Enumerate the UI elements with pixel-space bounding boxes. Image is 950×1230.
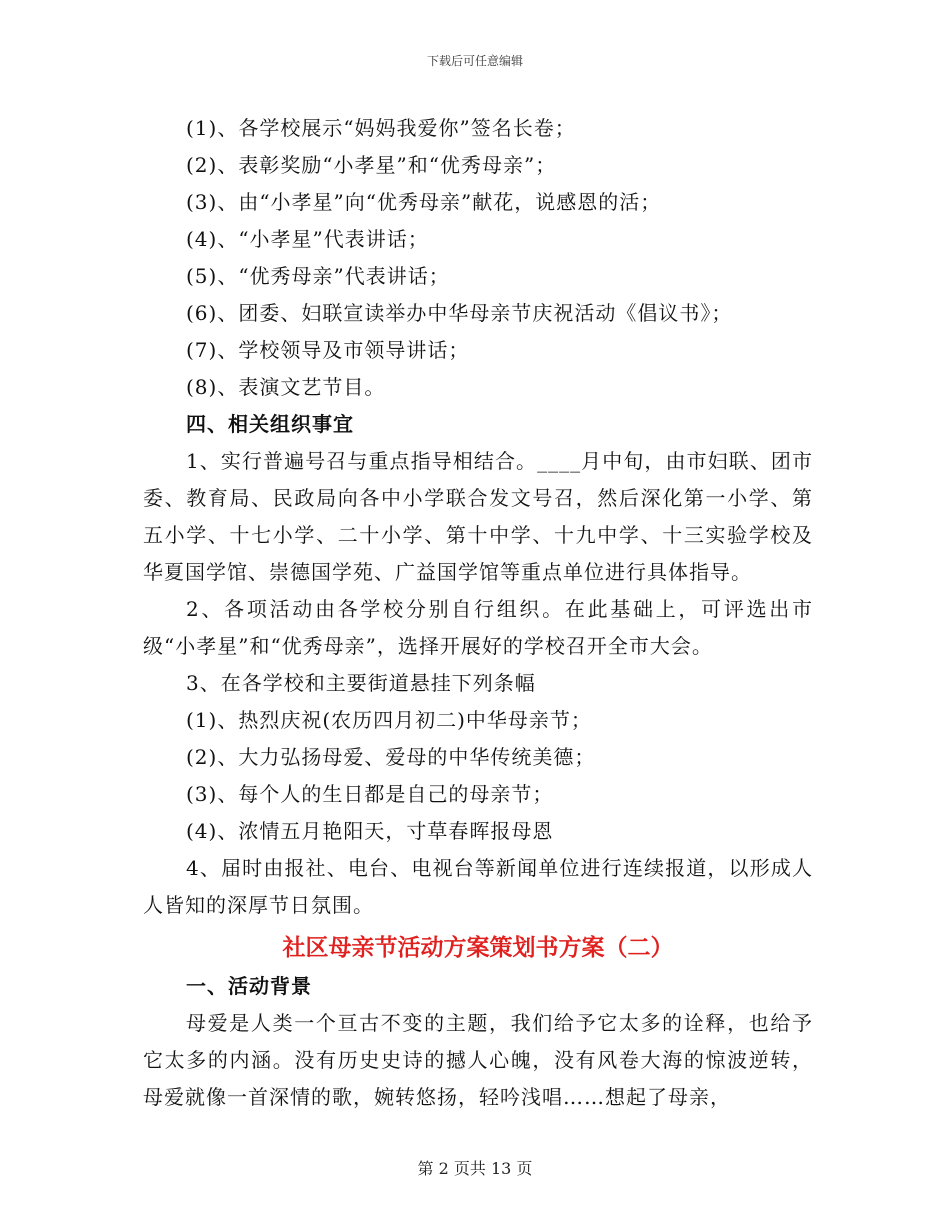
page-header: 下载后可任意编辑 — [426, 54, 523, 68]
paragraph: 2、各项活动由各学校分别自行组织。在此基础上，可评选出市级“小孝星”和“优秀母亲”，选择开展好的学校召开全市大会。 — [143, 597, 813, 658]
paragraph: 1、实行普遍号召与重点指导相结合。____月中旬，由市妇联、团市委、教育局、民政局向各中小学联合发文号召，然后深化第一小学、第五小学、十七小学、二十小学、第十中学、十九中学、十三实验学校及华夏国学馆、崇德国学苑、广益国学馆等重点单位进行具体指导。 — [143, 449, 813, 584]
list-item: (8)、表演文艺节目。 — [186, 375, 386, 399]
banner-item: (3)、每个人的生日都是自己的母亲节； — [186, 782, 554, 806]
banner-item: (4)、浓情五月艳阳天，寸草春晖报母恩 — [186, 819, 554, 843]
document-body — [143, 110, 813, 1116]
section-title: 社区母亲节活动方案策划书方案（二） — [282, 935, 674, 961]
paragraph: 母爱是人类一个亘古不变的主题，我们给予它太多的诠释，也给予它太多的内涵。没有历史史诗的撼人心魄，没有风卷大海的惊波逆转，母爱就像一首深情的歌，婉转悠扬，轻吟浅唱……想起了母亲， — [143, 1011, 813, 1109]
paragraph: 4、届时由报社、电台、电视台等新闻单位进行连续报道，以形成人人皆知的深厚节日氛围。 — [143, 856, 813, 917]
list-item: (3)、由“小孝星”向“优秀母亲”献花，说感恩的活； — [186, 190, 662, 214]
banner-item: (1)、热烈庆祝(农历四月初二)中华母亲节； — [186, 708, 592, 732]
page-footer: 第 2 页共 13 页 — [417, 1159, 533, 1178]
section-heading: 一、活动背景 — [186, 974, 312, 998]
list-item: (5)、“优秀母亲”代表讲话； — [186, 264, 450, 288]
paragraph: 3、在各学校和主要街道悬挂下列条幅 — [186, 671, 536, 695]
list-item: (7)、学校领导及市领导讲话； — [186, 338, 470, 362]
banner-item: (2)、大力弘扬母爱、爱母的中华传统美德； — [186, 745, 596, 769]
list-item: (4)、“小孝星”代表讲话； — [186, 227, 429, 251]
list-item: (6)、团委、妇联宣读举办中华母亲节庆祝活动《倡议书》； — [186, 301, 733, 325]
list-item: (2)、表彰奖励“小孝星”和“优秀母亲”； — [186, 153, 557, 177]
list-item: (1)、各学校展示“妈妈我爱你”签名长卷； — [186, 116, 576, 140]
section-heading: 四、相关组织事宜 — [186, 412, 354, 436]
